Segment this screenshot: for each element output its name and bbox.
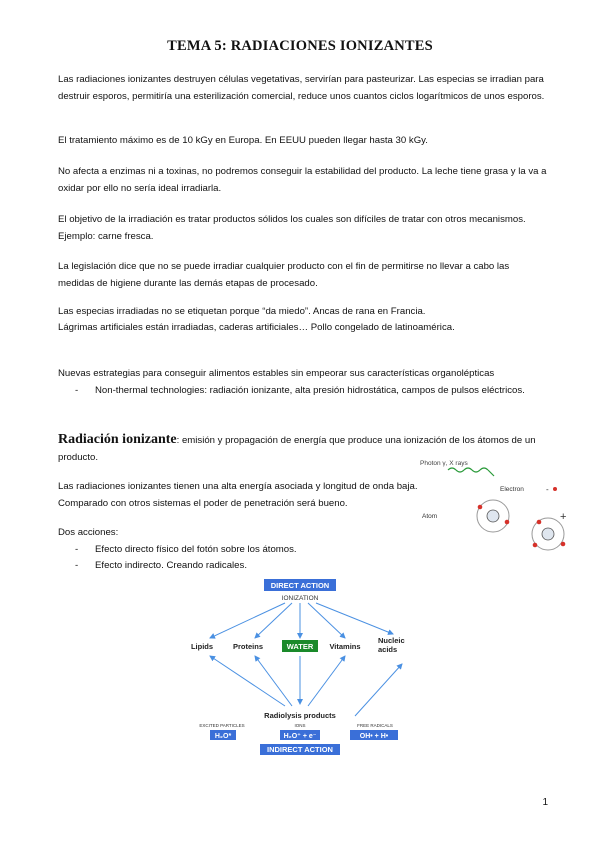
electron-label: Electron: [500, 486, 524, 493]
minus-sign: -: [546, 485, 549, 494]
paragraph-energy: Las radiaciones ionizantes tienen una alta energía asociada y longitud de onda baja. Comparado con otros sistemas el poder de penetración será bueno.: [58, 481, 418, 509]
electron-icon: [533, 543, 538, 548]
atom-label: Atom: [422, 513, 438, 520]
radiolysis-label: Radiolysis products: [264, 711, 336, 720]
target-proteins: Proteins: [232, 642, 264, 651]
page-number: 1: [542, 797, 548, 808]
section-heading-title: Radiación ionizante: [58, 432, 177, 447]
group-radicals-value: OH• + H•: [359, 733, 389, 740]
bullet-dash: -: [75, 385, 79, 396]
action-indirect: Efecto indirecto. Creando radicales.: [95, 560, 247, 571]
action-direct: Efecto directo físico del fotón sobre los átomos.: [95, 544, 297, 555]
group-ions-value: H₂O⁺ + e⁻: [283, 733, 317, 740]
ionization-label: IONIZATION: [281, 595, 319, 602]
electron-icon: [505, 520, 510, 525]
page-title: TEMA 5: RADIACIONES IONIZANTES: [167, 38, 433, 54]
target-lipids: Lipids: [190, 642, 214, 651]
paragraph-max-dose: El tratamiento máximo es de 10 kGy en Europa. En EEUU pueden llegar hasta 30 kGy.: [58, 135, 428, 146]
group-radicals-label: FREE RADICALS: [357, 723, 393, 728]
radiation-action-diagram: [180, 576, 430, 758]
free-electron-icon: [553, 487, 557, 491]
paragraph-objective: El objetivo de la irradiación es tratar productos sólidos los cuales son difíciles de tratar con otros mecanismos. Ejemplo: carne fresca.: [58, 214, 526, 242]
bullet-text: Non-thermal technologies: radiación ionizante, alta presión hidrostática, campos de pulsos eléctricos.: [95, 385, 525, 396]
ion-nucleus-icon: [542, 528, 554, 540]
action-item: - Efecto directo físico del fotón sobre los átomos.: [75, 544, 297, 555]
target-vitamins: Vitamins: [329, 642, 361, 651]
plus-sign: +: [560, 511, 567, 523]
actions-title: Dos acciones:: [58, 527, 119, 538]
bullet-nonthermal: [75, 383, 555, 400]
paragraph-strategies: Nuevas estrategias para conseguir alimentos estables sin empeorar sus características organolépticas: [58, 368, 495, 379]
paragraph-enzymes: No afecta a enzimas ni a toxinas, no podremos conseguir la estabilidad del producto. La leche tiene grasa y la va a oxidar por ello no sería ideal irradiarla.: [58, 166, 547, 194]
paragraph-labeling: Las especias irradiadas no se etiquetan porque “da miedo”. Ancas de rana en Francia.: [58, 306, 426, 317]
electron-icon: [561, 542, 566, 547]
atom-nucleus-icon: [487, 510, 499, 522]
group-excited-value: H₂O*: [214, 733, 232, 740]
direct-action-label: DIRECT ACTION: [270, 581, 330, 590]
target-nucleic-acids: Nucleic acids: [378, 636, 405, 654]
paragraph-legislation: La legislación dice que no se puede irradiar cualquier producto con el fin de permitirse no llevar a cabo las medidas de higiene durante las demás etapas de procesado.: [58, 261, 510, 289]
action-item: - Efecto indirecto. Creando radicales.: [75, 560, 247, 571]
photon-arrow-icon: [488, 470, 494, 476]
target-water: WATER: [286, 642, 314, 651]
section-heading-rest: : emisión y propagación de energía que produce una ionización de los átomos de un producto.: [58, 435, 536, 463]
atom-ionization-figure: [418, 456, 588, 562]
electron-icon: [478, 505, 483, 510]
photon-label: Photon γ, X rays: [420, 460, 468, 467]
indirect-action-label: INDIRECT ACTION: [267, 745, 333, 754]
paragraph-examples: Lágrimas artificiales están irradiadas, caderas artificiales… Pollo congelado de latinoamérica.: [58, 322, 455, 333]
indirect-arrows: [210, 656, 402, 716]
photon-wave-icon: [448, 468, 488, 472]
electron-icon: [537, 520, 542, 525]
group-ions-label: IONS: [294, 723, 306, 728]
paragraph-pasteurize: Las radiaciones ionizantes destruyen células vegetativas, servirían para pasteurizar. Las especias se irradian para destruir esporos, permitiría una esterilización comercial, reduce unos cuantos ciclos logarítmicos de unos esporos.: [58, 74, 545, 102]
direct-arrows: [210, 603, 393, 638]
group-excited-label: EXCITED PARTICLES: [199, 723, 245, 728]
